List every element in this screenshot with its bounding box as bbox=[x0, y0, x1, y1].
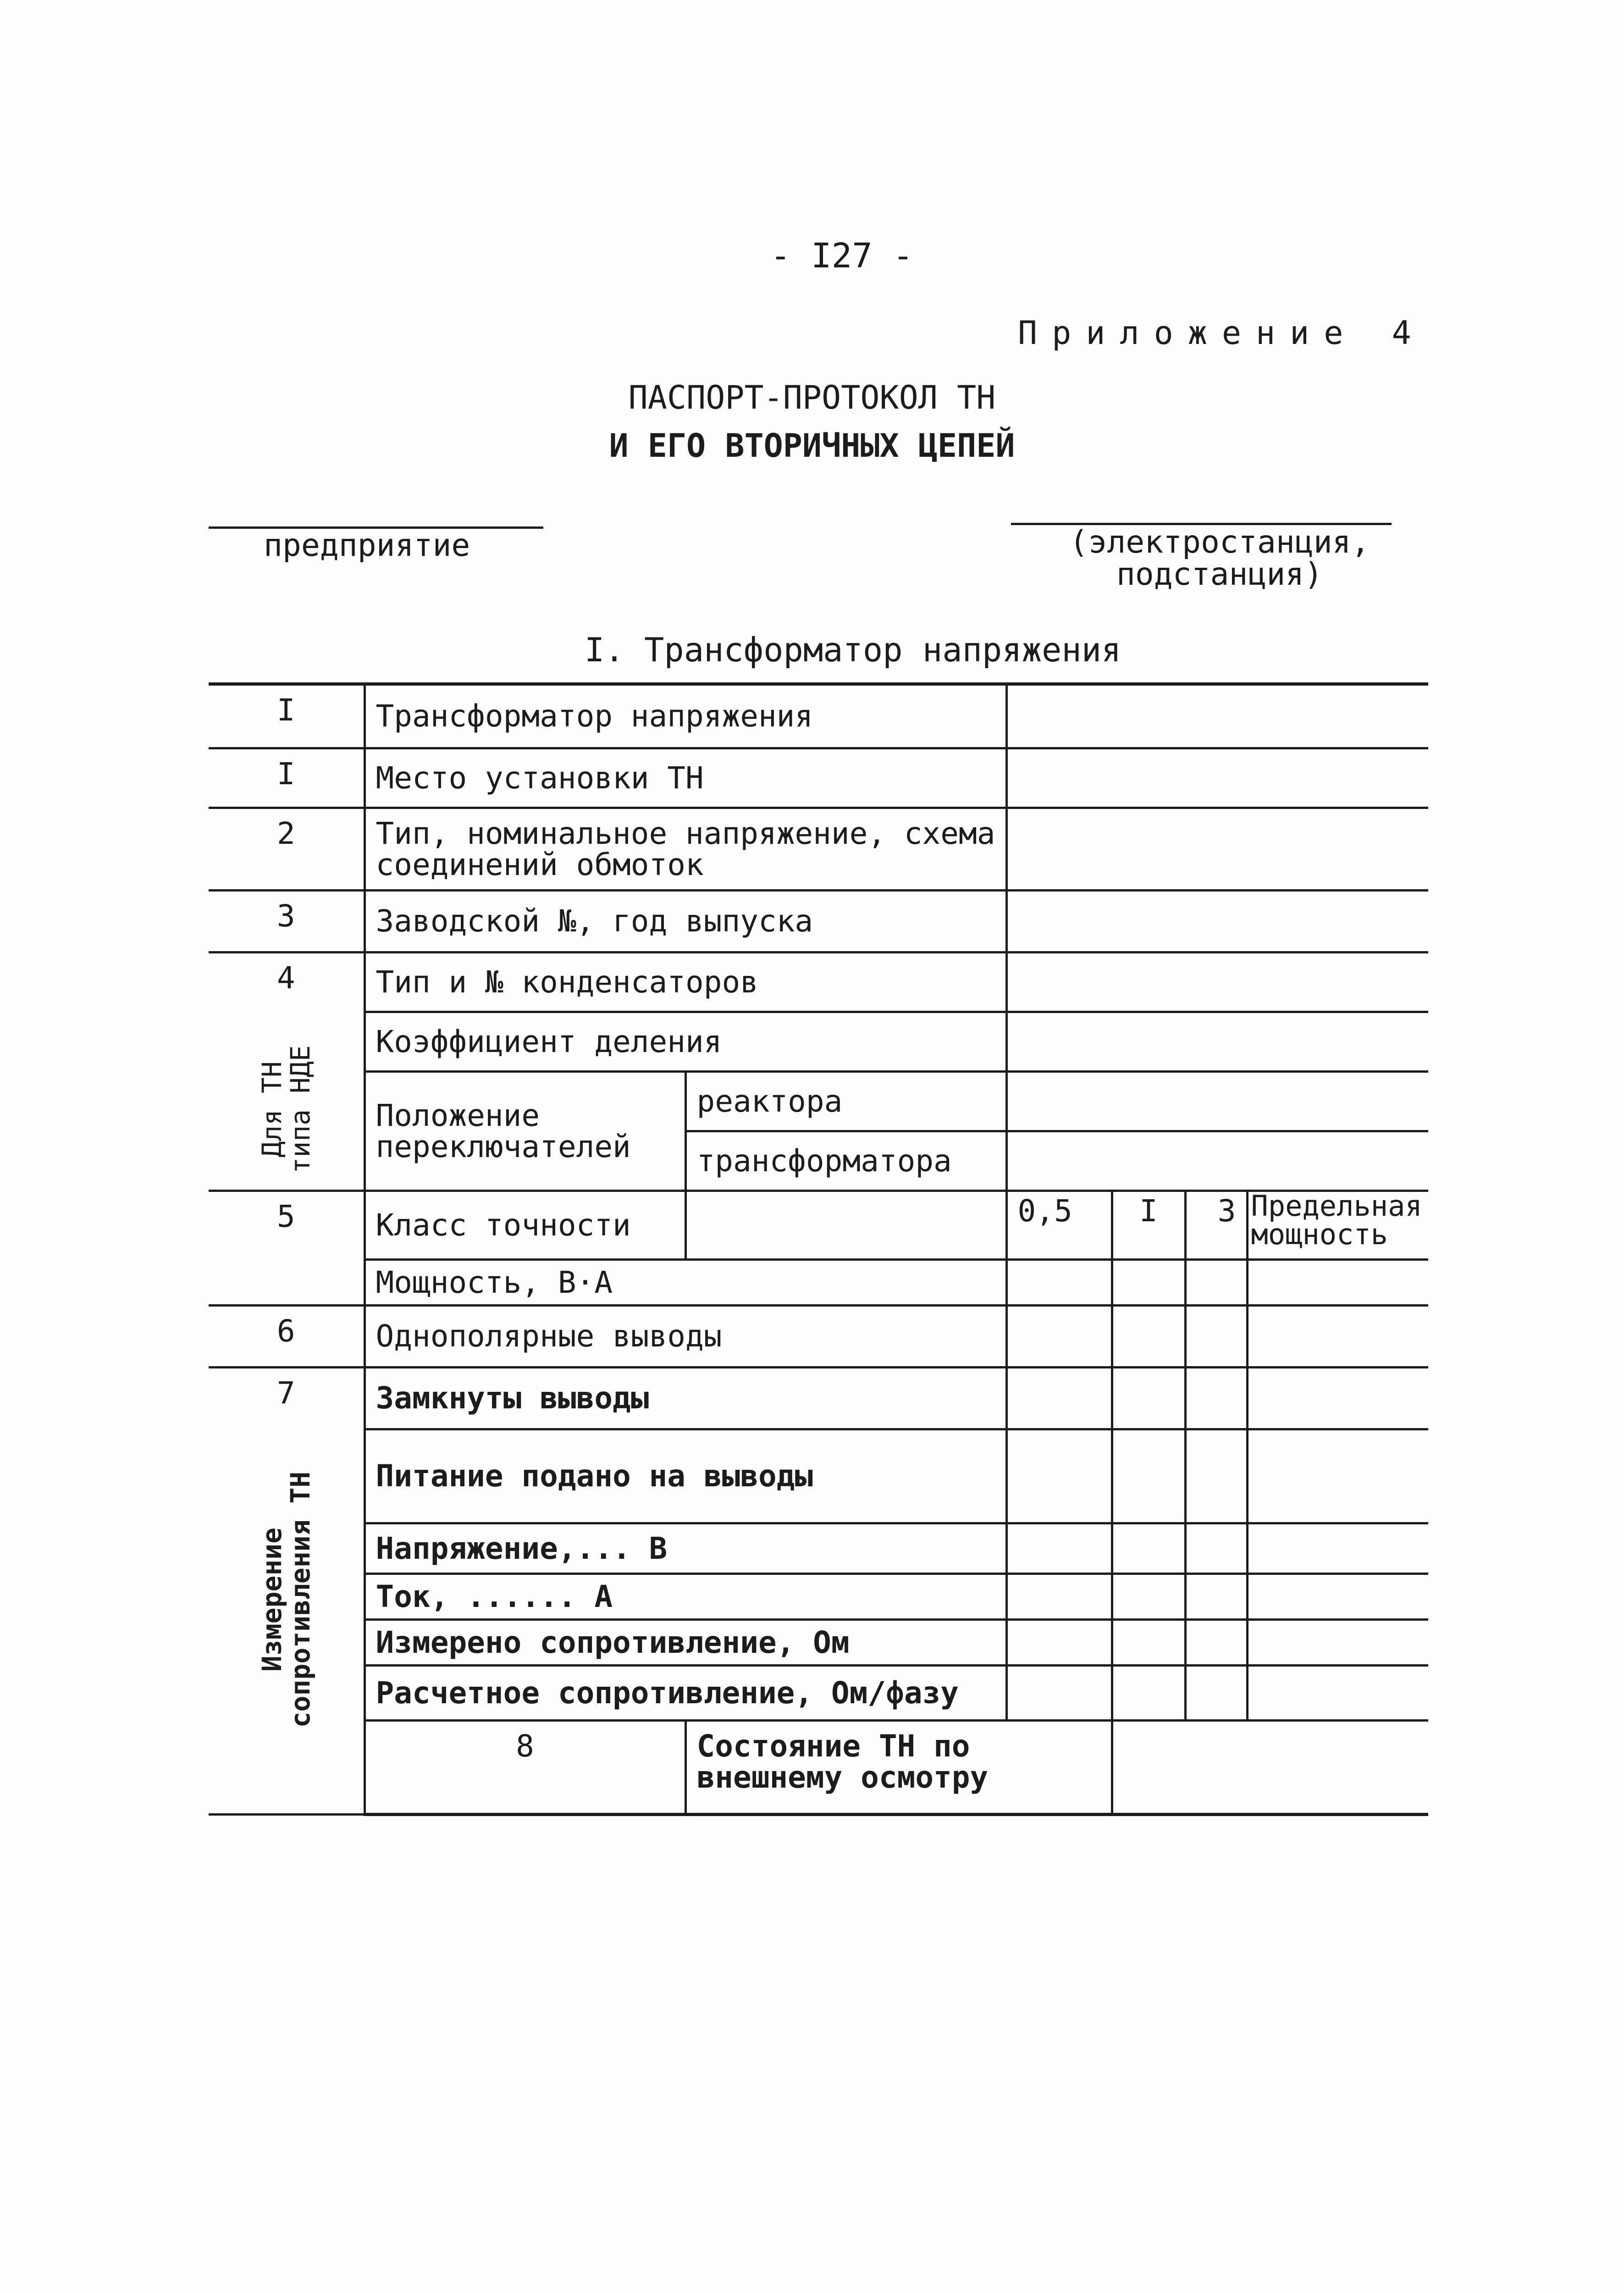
value-cell[interactable] bbox=[1112, 1666, 1185, 1721]
row-label-unipolar-terminals: Однополярные выводы bbox=[365, 1306, 1006, 1368]
value-cell[interactable] bbox=[1006, 891, 1428, 953]
value-cell[interactable] bbox=[1006, 1072, 1428, 1131]
row-number: 6 bbox=[209, 1306, 365, 1368]
value-cell[interactable] bbox=[1247, 1523, 1428, 1574]
value-cell[interactable] bbox=[1006, 1306, 1112, 1368]
value-cell[interactable] bbox=[1006, 1368, 1112, 1429]
value-cell[interactable] bbox=[1006, 1620, 1112, 1666]
value-cell[interactable] bbox=[685, 1191, 1006, 1260]
station-label: (электростанция, подстанция) bbox=[1069, 524, 1370, 593]
row-label-accuracy-class: Класс точности bbox=[365, 1191, 685, 1260]
value-cell[interactable] bbox=[1185, 1306, 1247, 1368]
row-label-power: Мощность, В·А bbox=[365, 1260, 1006, 1306]
nde-group-label: Для ТН типа НДЕ bbox=[256, 1045, 316, 1174]
value-cell[interactable] bbox=[1247, 1574, 1428, 1620]
table-row bbox=[209, 1072, 1428, 1131]
value-cell[interactable] bbox=[1247, 1620, 1428, 1666]
value-cell[interactable] bbox=[1185, 1368, 1247, 1429]
value-cell[interactable] bbox=[1112, 1260, 1185, 1306]
value-cell[interactable] bbox=[1247, 1260, 1428, 1306]
value-cell[interactable] bbox=[1185, 1620, 1247, 1666]
row-number: 7 bbox=[276, 1375, 295, 1411]
accuracy-class-1: I bbox=[1112, 1191, 1185, 1260]
table-row bbox=[209, 1523, 1428, 1574]
row-label-calculated-resistance: Расчетное сопротивление, Ом/фазу bbox=[365, 1666, 1006, 1721]
table-row bbox=[209, 1368, 1428, 1429]
value-cell[interactable] bbox=[1185, 1666, 1247, 1721]
row-label-current: Ток, ...... А bbox=[365, 1574, 1006, 1620]
row-label-type: Тип, номинальное напряжение, схема соединений обмоток bbox=[365, 808, 1006, 891]
row-label-supply: Питание подано на выводы bbox=[365, 1429, 1006, 1523]
value-cell[interactable] bbox=[1247, 1429, 1428, 1523]
row-number: 8 bbox=[365, 1721, 685, 1815]
table-row bbox=[209, 1429, 1428, 1523]
value-cell[interactable] bbox=[1006, 1574, 1112, 1620]
row-label-voltage: Напряжение,... В bbox=[365, 1523, 1006, 1574]
switch-position-label: Положение переключателей bbox=[365, 1072, 685, 1191]
value-cell[interactable] bbox=[1112, 1574, 1185, 1620]
row-number: I bbox=[209, 684, 365, 748]
table-row bbox=[209, 808, 1428, 891]
accuracy-class-05: 0,5 bbox=[1006, 1191, 1112, 1260]
value-cell[interactable] bbox=[1006, 1523, 1112, 1574]
table-row bbox=[209, 953, 1428, 1012]
table-row bbox=[209, 1574, 1428, 1620]
value-cell[interactable] bbox=[1006, 1131, 1428, 1191]
value-cell[interactable] bbox=[1006, 1012, 1428, 1072]
value-cell[interactable] bbox=[1185, 1574, 1247, 1620]
row-label-measured-resistance: Измерено сопротивление, Ом bbox=[365, 1620, 1006, 1666]
value-cell[interactable] bbox=[1006, 1260, 1112, 1306]
value-cell[interactable] bbox=[1247, 1666, 1428, 1721]
row-number: 4 bbox=[276, 960, 295, 996]
nde-group-cell bbox=[209, 953, 365, 1191]
resistance-group-label: Измерение сопротивления ТН bbox=[256, 1472, 316, 1728]
table-row bbox=[209, 684, 1428, 748]
switch-reactor-label: реактора bbox=[685, 1072, 1006, 1131]
value-cell[interactable] bbox=[1185, 1260, 1247, 1306]
row-label-division-ratio: Коэффициент деления bbox=[365, 1012, 1006, 1072]
value-cell[interactable] bbox=[1247, 1306, 1428, 1368]
row-label-capacitors: Тип и № конденсаторов bbox=[365, 953, 1006, 1012]
value-cell[interactable] bbox=[1185, 1523, 1247, 1574]
accuracy-class-3: 3 bbox=[1185, 1191, 1247, 1260]
table-row bbox=[209, 1620, 1428, 1666]
value-cell[interactable] bbox=[1112, 1721, 1428, 1815]
value-cell[interactable] bbox=[1006, 1429, 1112, 1523]
row-label-external-state: Состояние ТН по внешнему осмотру bbox=[685, 1721, 1112, 1815]
table-row bbox=[209, 748, 1428, 808]
resistance-group-cell bbox=[209, 1368, 365, 1815]
value-cell[interactable] bbox=[1112, 1306, 1185, 1368]
value-cell[interactable] bbox=[1006, 808, 1428, 891]
row-label-installation-place: Место установки ТН bbox=[365, 748, 1006, 808]
row-number: 3 bbox=[209, 891, 365, 953]
value-cell[interactable] bbox=[1006, 1666, 1112, 1721]
enterprise-label: предприятие bbox=[264, 527, 470, 564]
table-row bbox=[209, 1191, 1428, 1260]
value-cell[interactable] bbox=[1112, 1429, 1185, 1523]
value-cell[interactable] bbox=[1112, 1368, 1185, 1429]
row-number: I bbox=[209, 748, 365, 808]
limit-power-label: Предельная мощность bbox=[1247, 1191, 1428, 1260]
value-cell[interactable] bbox=[1247, 1368, 1428, 1429]
table-row bbox=[209, 891, 1428, 953]
section-title: I. Трансформатор напряжения bbox=[585, 631, 1121, 669]
document-title: ПАСПОРТ-ПРОТОКОЛ ТН bbox=[628, 379, 996, 416]
row-number: 2 bbox=[209, 808, 365, 891]
value-cell[interactable] bbox=[1112, 1523, 1185, 1574]
table-row bbox=[209, 1012, 1428, 1072]
row-label-factory-number: Заводской №, год выпуска bbox=[365, 891, 1006, 953]
table-row bbox=[209, 1666, 1428, 1721]
table-row bbox=[209, 1260, 1428, 1306]
row-label-closed-terminals: Замкнуты выводы bbox=[365, 1368, 1006, 1429]
value-cell[interactable] bbox=[1006, 953, 1428, 1012]
passport-table bbox=[209, 682, 1428, 1816]
page-number: - I27 - bbox=[770, 236, 913, 276]
row-label-transformer: Трансформатор напряжения bbox=[365, 684, 1006, 748]
table-row bbox=[209, 1306, 1428, 1368]
appendix-label: Приложение 4 bbox=[1018, 314, 1426, 352]
value-cell[interactable] bbox=[1112, 1620, 1185, 1666]
value-cell[interactable] bbox=[1006, 684, 1428, 748]
row-number: 5 bbox=[209, 1191, 365, 1306]
table-row bbox=[209, 1721, 1428, 1815]
value-cell[interactable] bbox=[1006, 748, 1428, 808]
value-cell[interactable] bbox=[1185, 1429, 1247, 1523]
switch-transformer-label: трансформатора bbox=[685, 1131, 1006, 1191]
document-subtitle: И ЕГО ВТОРИЧНЫХ ЦЕПЕЙ bbox=[609, 427, 1015, 465]
